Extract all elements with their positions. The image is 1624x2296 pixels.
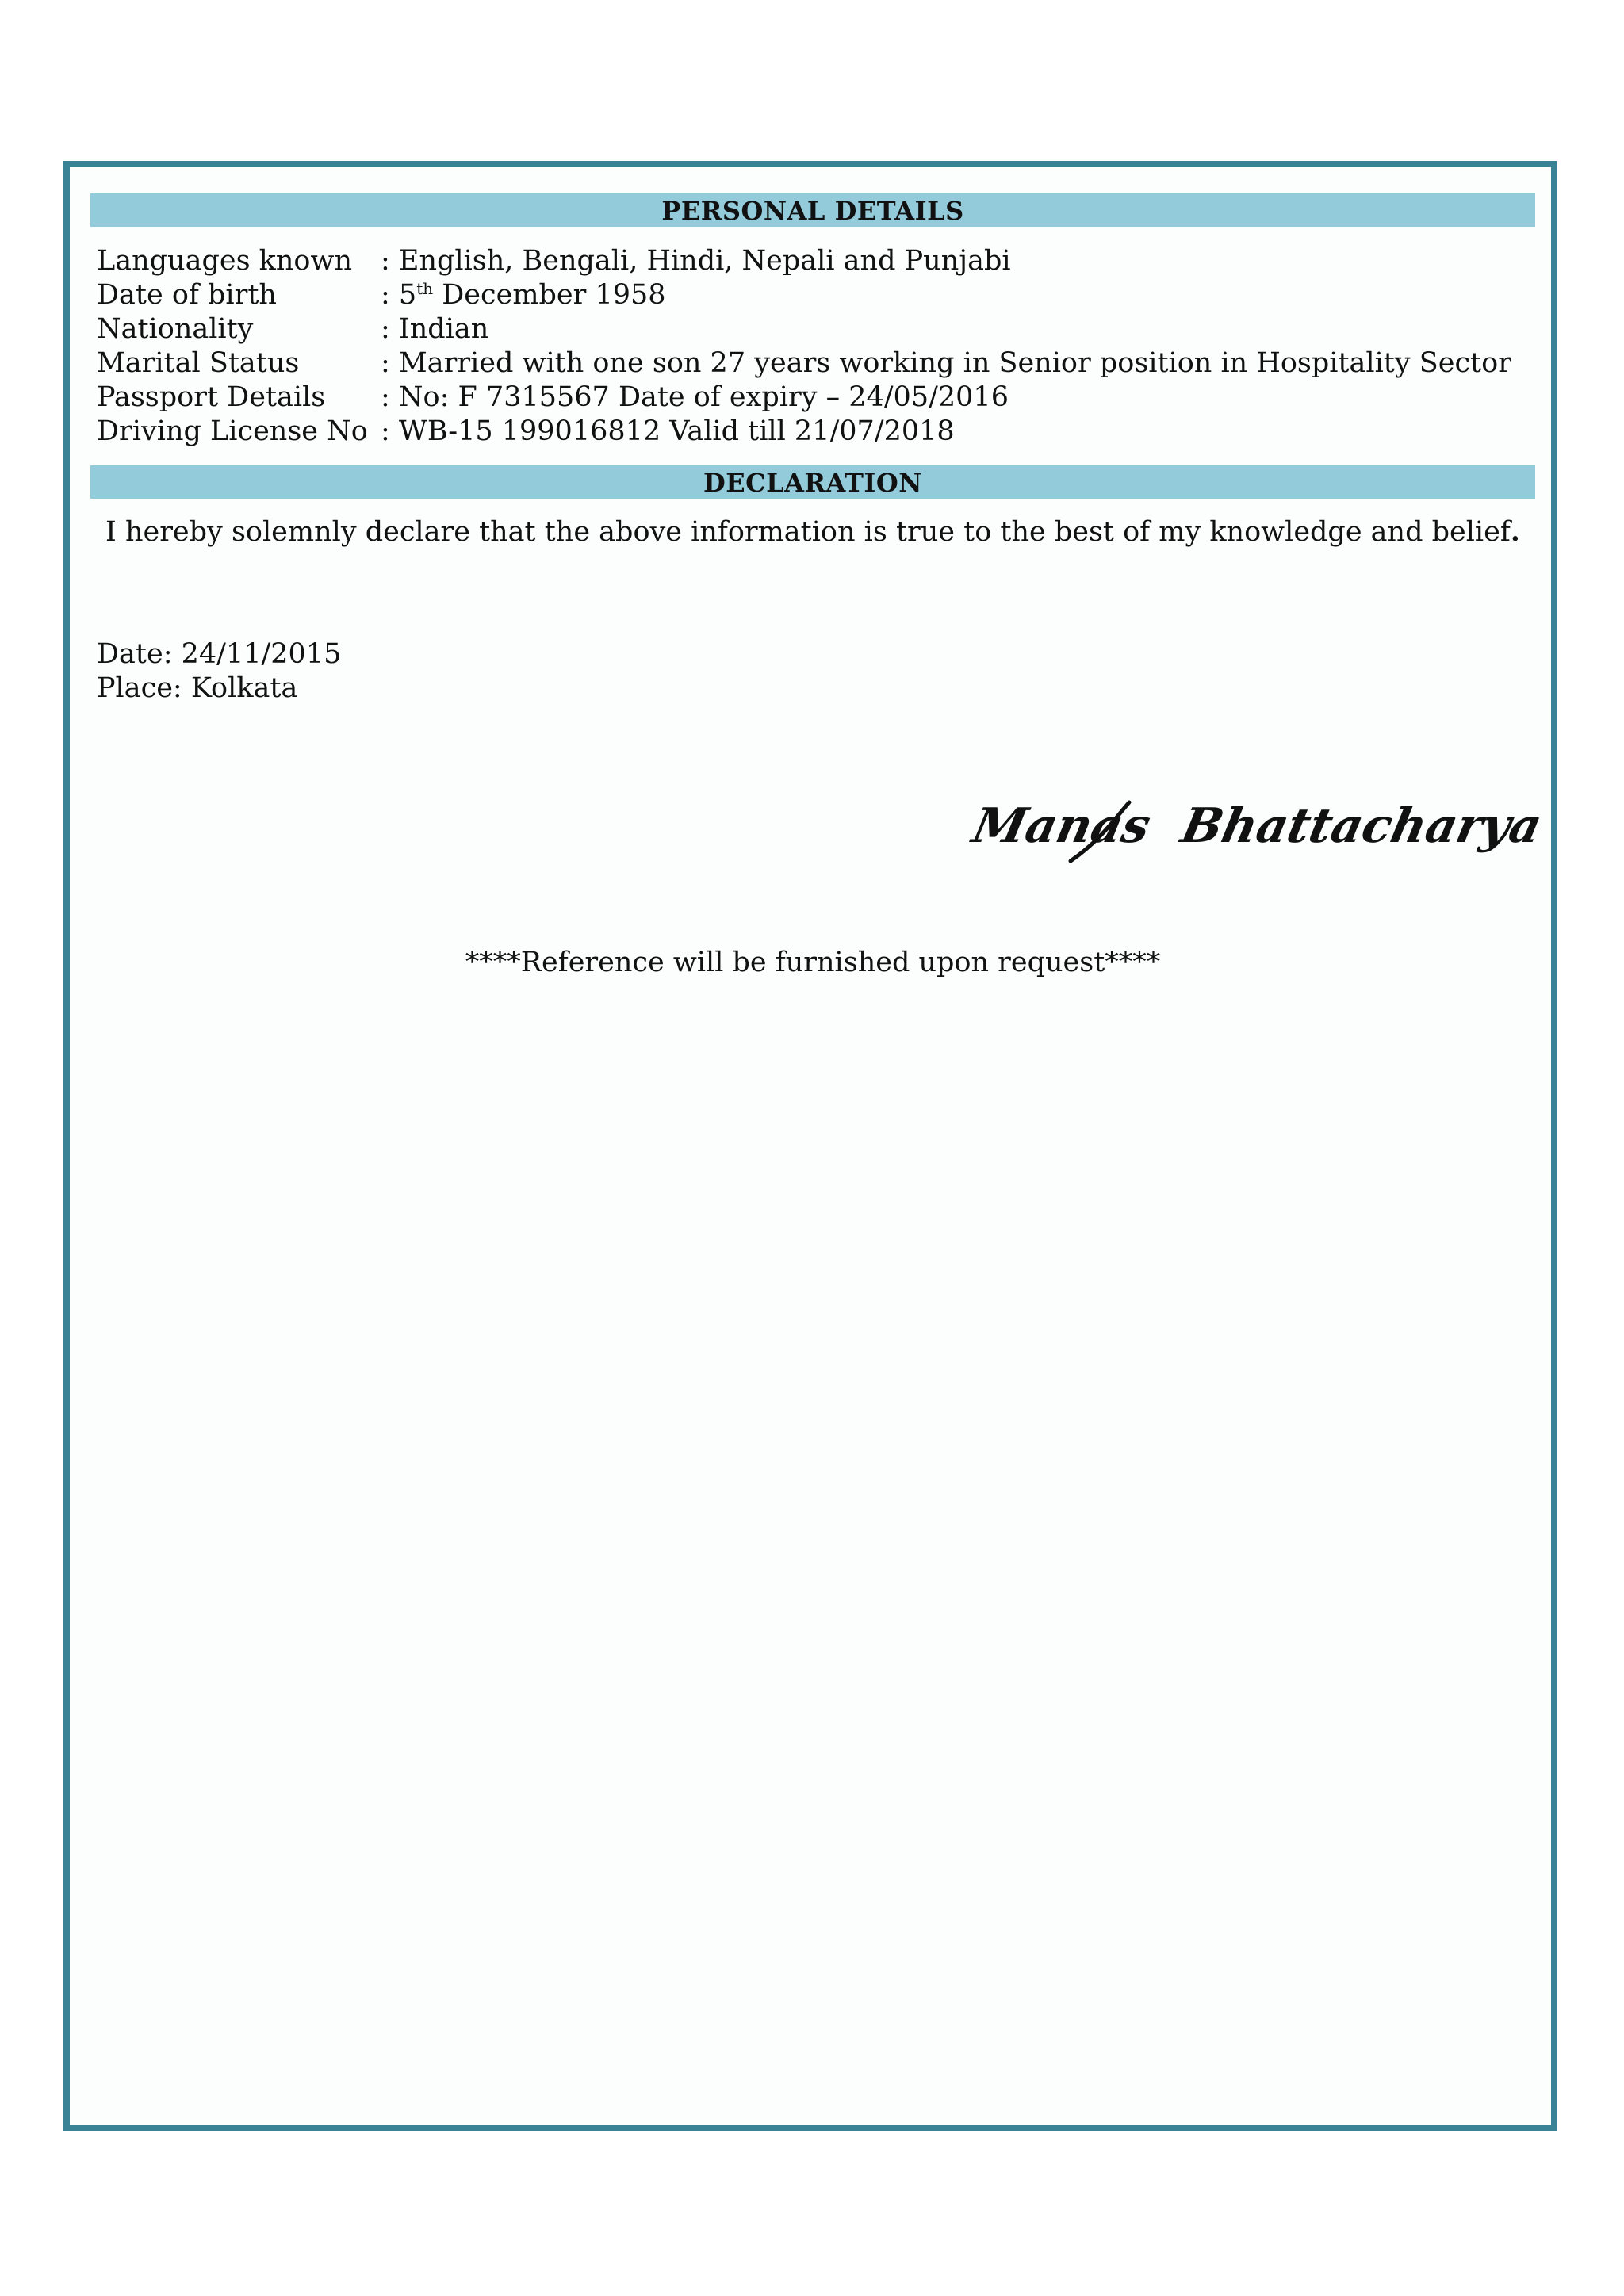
declaration-place: Place: Kolkata bbox=[97, 672, 298, 704]
detail-row-marital-status bbox=[97, 346, 1511, 381]
detail-row-languages bbox=[97, 244, 1511, 278]
detail-value: : 5th December 1958 bbox=[381, 279, 666, 311]
detail-value: : No: F 7315567 Date of expiry – 24/05/2016 bbox=[381, 381, 1009, 413]
detail-value: : WB-15 199016812 Valid till 21/07/2018 bbox=[381, 415, 955, 447]
detail-value: : English, Bengali, Hindi, Nepali and Punjabi bbox=[381, 245, 1011, 277]
personal-details-heading: PERSONAL DETAILS bbox=[90, 193, 1535, 227]
personal-details-list bbox=[97, 244, 1511, 449]
reference-note: ****Reference will be furnished upon request**** bbox=[465, 947, 1161, 978]
signature bbox=[967, 785, 1547, 872]
declaration-heading: DECLARATION bbox=[90, 465, 1535, 499]
detail-label: Date of birth bbox=[97, 279, 277, 311]
declaration-text: I hereby solemnly declare that the above information is true to the best of my knowledge and belief. bbox=[105, 515, 1520, 548]
detail-label: Languages known bbox=[97, 245, 352, 277]
detail-row-driving-license bbox=[97, 415, 1511, 449]
svg-text:Manas Bhattacharya: Manas Bhattacharya bbox=[967, 798, 1547, 854]
detail-label: Nationality bbox=[97, 313, 254, 345]
detail-value: : Indian bbox=[381, 313, 489, 345]
detail-label: Marital Status bbox=[97, 347, 300, 379]
page-border-frame bbox=[63, 161, 1557, 2131]
detail-label: Passport Details bbox=[97, 381, 326, 413]
detail-value: : Married with one son 27 years working in Senior position in Hospitality Sector bbox=[381, 347, 1511, 379]
detail-row-dob bbox=[97, 278, 1511, 312]
detail-row-nationality bbox=[97, 312, 1511, 346]
date-place-block bbox=[97, 637, 341, 706]
declaration-date: Date: 24/11/2015 bbox=[97, 638, 342, 670]
detail-row-passport bbox=[97, 381, 1511, 415]
detail-label: Driving License No bbox=[97, 415, 368, 447]
